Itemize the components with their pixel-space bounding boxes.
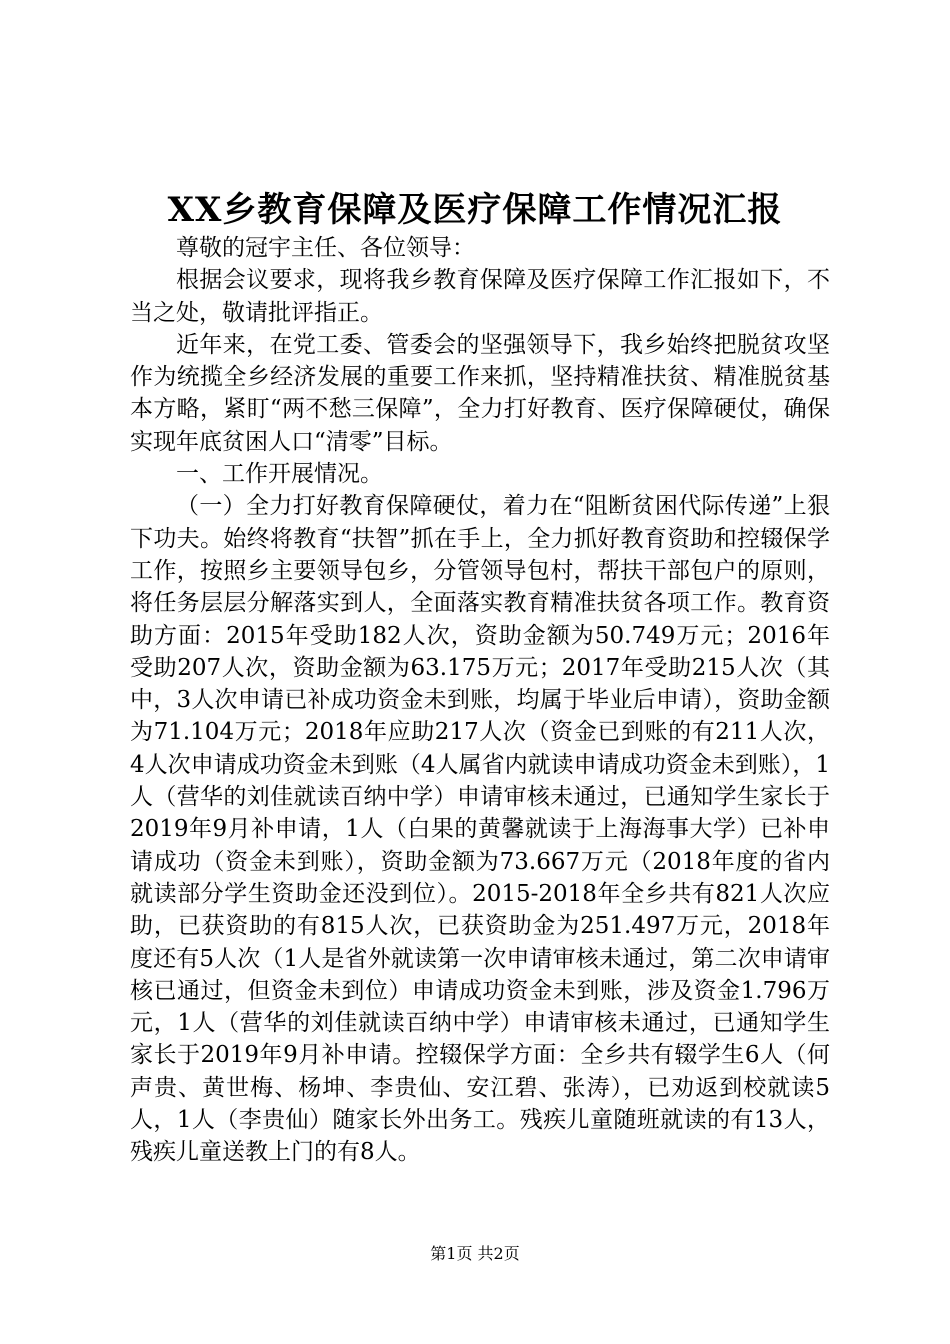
document-title: XX乡教育保障及医疗保障工作情况汇报 (167, 190, 783, 230)
paragraph-background: 近年来，在党工委、管委会的坚强领导下，我乡始终把脱贫攻坚作为统揽全乡经济发展的重要工作来抓，坚持精准扶贫、精准脱贫基本方略，紧盯“两不愁三保障”，全力打好教育、医疗保障硬仗，确保实现年底贫困人口“清零”目标。 (130, 331, 830, 455)
paragraph-intro: 根据会议要求，现将我乡教育保障及医疗保障工作汇报如下，不当之处，敬请批评指正。 (130, 267, 830, 326)
salutation: 尊敬的冠宇主任、各位领导： (176, 235, 475, 261)
document-body (130, 232, 830, 1169)
section-heading: 一、工作开展情况。 (176, 461, 383, 488)
page-footer: 第1页 共2页 (430, 1244, 520, 1263)
paragraph-education: （一）全力打好教育保障硬仗，着力在“阻断贫困代际传递”上狠下功夫。始终将教育“扶智”抓在手上，全力抓好教育资助和控辍保学工作，按照乡主要领导包乡，分管领导包村，帮扶干部包户的原则，将任务层层分解落实到人，全面落实教育精准扶贫各项工作。教育资助方面：2015年受助182人次，资助金额为50.749万元；2016年受助207人次，资助金额为63.175万元；2017年受助215人次（其中，3人次申请已补成功资金未到账，均属于毕业后申请），资助金额为71.104万元；2018年应助217人次（资金已到账的有211人次，4人次申请成功资金未到账（4人属省内就读申请成功资金未到账），1人（营华的刘佳就读百纳中学）申请审核未通过，已通知学生家长于2019年9月补申请，1人（白果的黄馨就读于上海海事大学）已补申请成功（资金未到账），资助金额为73.667万元（2018年度的省内就读部分学生资助金还没到位）。2015-2018年全乡共有821人次应助，已获资助的有815人次，已获资助金为251.497万元，2018年度还有5人次（1人是省外就读第一次申请审核未通过，第二次申请审核已通过，但资金未到位）申请成功资金未到账，涉及资金1.796万元，1人（营华的刘佳就读百纳中学）申请审核未通过，已通知学生家长于2019年9月补申请。控辍保学方面：全乡共有辍学生6人（何声贵、黄世梅、杨坤、李贵仙、安江碧、张涛），已劝返到校就读5人，1人（李贵仙）随家长外出务工。残疾儿童随班就读的有13人，残疾儿童送教上门的有8人。 (130, 493, 830, 1166)
